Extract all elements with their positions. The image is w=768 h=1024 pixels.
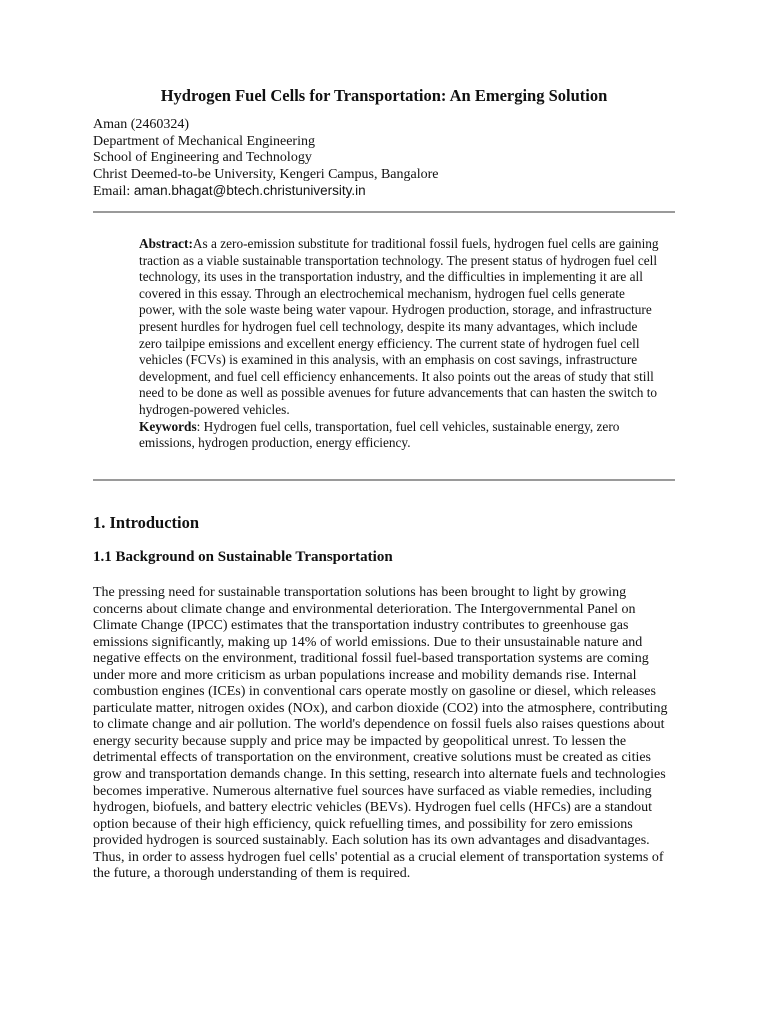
paper-title: Hydrogen Fuel Cells for Transportation: An Emerging Solution (160, 86, 608, 105)
abstract-text: As a zero-emission substitute for traditional fossil fuels, hydrogen fuel cells are gaining traction as a viable sustainable transportation technology. The present status of hydrogen fuel cell technology, its uses in the transportation industry, and the difficulties in implementing it are all covered in this essay. Through an electrochemical mechanism, hydrogen fuel cells generate power, with the sole waste being water vapour. Hydrogen production, storage, and infrastructure present hurdles for hydrogen fuel cell technology, despite its many advantages, which include zero tailpipe emissions and excellent energy efficiency. The current state of hydrogen fuel cell vehicles (FCVs) is examined in this analysis, with an emphasis on cost savings, infrastructure development, and fuel cell efficiency enhancements. It also points out the areas of study that still need to be done as well as possible avenues for future advancements that can hasten the switch to hydrogen-powered vehicles. (139, 236, 659, 417)
bottom-divider (93, 479, 675, 481)
author-university: Christ Deemed-to-be University, Kengeri Campus, Bangalore (93, 166, 439, 182)
keywords-text: : Hydrogen fuel cells, transportation, fuel cell vehicles, sustainable energy, zero emissions, hydrogen production, energy efficiency. (139, 418, 620, 451)
abstract-block (139, 236, 661, 452)
email-label: Email: (93, 184, 134, 200)
section-heading-introduction: 1. Introduction (93, 513, 200, 532)
keywords-paragraph (139, 419, 661, 452)
body-paragraph: The pressing need for sustainable transportation solutions has been brought to light by growing concerns about climate change and environmental deterioration. The Intergovernmental Panel on Climate Change (IPCC) estimates that the transportation industry contributes to greenhouse gas emissions significantly, making up 14% of world emissions. Due to their unsustainable nature and negative effects on the environment, traditional fossil fuel-based transportation systems are coming under more and more criticism as urban populations increase and mobility demands rise. Internal combustion engines (ICEs) in conventional cars operate mostly on gasoline or diesel, which releases particulate matter, nitrogen oxides (NOx), and carbon dioxide (CO2) into the atmosphere, contributing to climate change and air pollution. The world's dependence on fossil fuels also raises questions about energy security because supply and price may be impacted by geopolitical unrest. To lessen the detrimental effects of transportation on the environment, creative solutions must be created as cities grow and transportation demands change. In this setting, research into alternate fuels and technologies becomes imperative. Numerous alternative fuel sources have surfaced as viable remedies, including hydrogen, biofuels, and battery electric vehicles (BEVs). Hydrogen fuel cells (HFCs) are a standout option because of their high efficiency, quick refuelling times, and possibility for zero emissions provided hydrogen is sourced sustainably. Each solution has its own advantages and disadvantages. Thus, in order to assess hydrogen fuel cells' potential as a crucial element of transportation systems of the future, a thorough understanding of them is required. (93, 585, 668, 882)
abstract-label: Abstract: (139, 236, 193, 251)
keywords-label: Keywords (139, 418, 197, 434)
top-divider (93, 211, 675, 213)
author-department: Department of Mechanical Engineering (93, 133, 315, 149)
email-address: aman.bhagat@btech.christuniversity.in (133, 183, 366, 199)
author-school: School of Engineering and Technology (93, 150, 312, 166)
author-email-line (93, 183, 439, 201)
author-block (93, 117, 439, 201)
subsection-heading-background: 1.1 Background on Sustainable Transportation (93, 549, 393, 565)
author-name: Aman (2460324) (93, 117, 190, 132)
abstract-paragraph (139, 236, 661, 419)
